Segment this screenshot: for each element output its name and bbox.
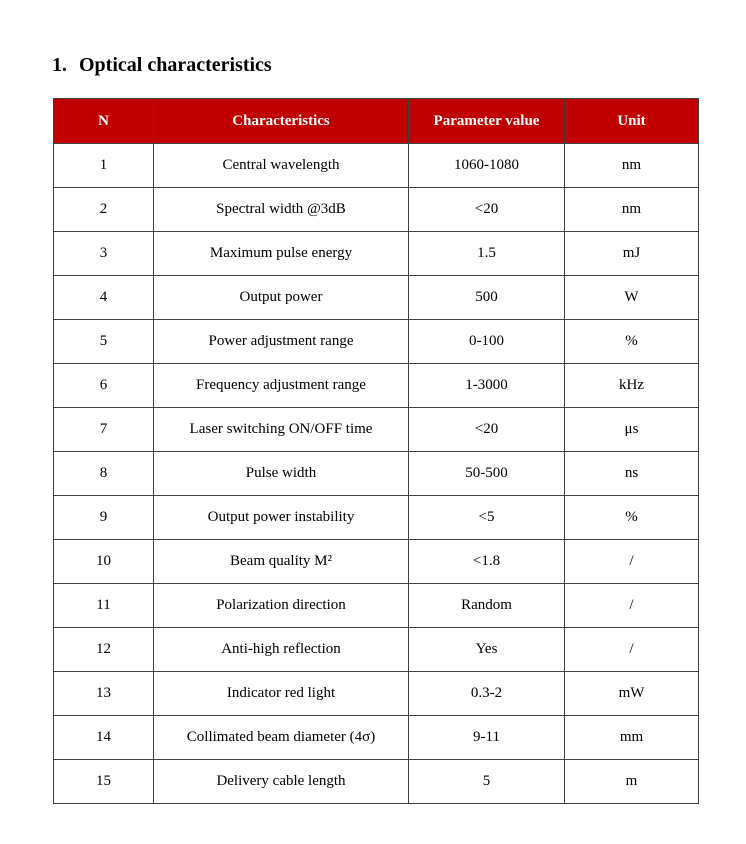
cell-characteristic: Delivery cable length [154,760,409,804]
cell-parameter-value: <1.8 [409,540,565,584]
cell-parameter-value: 0.3-2 [409,672,565,716]
cell-unit: % [565,496,699,540]
cell-unit: / [565,628,699,672]
table-row [54,584,699,628]
table-row [54,540,699,584]
section-title: Optical characteristics [79,54,272,76]
cell-n: 3 [54,232,154,276]
cell-unit: nm [565,188,699,232]
cell-n: 4 [54,276,154,320]
cell-parameter-value: 1.5 [409,232,565,276]
cell-n: 14 [54,716,154,760]
cell-characteristic: Pulse width [154,452,409,496]
cell-n: 7 [54,408,154,452]
cell-n: 2 [54,188,154,232]
table-row [54,628,699,672]
cell-parameter-value: 1060-1080 [409,144,565,188]
cell-unit: kHz [565,364,699,408]
cell-unit: ns [565,452,699,496]
cell-n: 10 [54,540,154,584]
cell-parameter-value: 50-500 [409,452,565,496]
cell-parameter-value: 9-11 [409,716,565,760]
cell-unit: / [565,584,699,628]
cell-parameter-value: Yes [409,628,565,672]
cell-characteristic: Anti-high reflection [154,628,409,672]
cell-n: 9 [54,496,154,540]
cell-unit: mJ [565,232,699,276]
cell-unit: W [565,276,699,320]
cell-parameter-value: 500 [409,276,565,320]
cell-unit: % [565,320,699,364]
header-parameter-value: Parameter value [409,99,565,144]
cell-characteristic: Spectral width @3dB [154,188,409,232]
table-row [54,144,699,188]
cell-n: 5 [54,320,154,364]
cell-characteristic: Collimated beam diameter (4σ) [154,716,409,760]
cell-characteristic: Indicator red light [154,672,409,716]
cell-unit: μs [565,408,699,452]
cell-n: 1 [54,144,154,188]
cell-parameter-value: 5 [409,760,565,804]
table-header-row [54,99,699,144]
cell-parameter-value: <20 [409,188,565,232]
table-row [54,232,699,276]
section-number: 1. [52,54,67,76]
table-row [54,320,699,364]
cell-n: 11 [54,584,154,628]
section-heading [52,52,272,78]
header-unit: Unit [565,99,699,144]
table-row [54,276,699,320]
table-row [54,672,699,716]
cell-parameter-value: 1-3000 [409,364,565,408]
cell-characteristic: Power adjustment range [154,320,409,364]
cell-n: 6 [54,364,154,408]
cell-parameter-value: <5 [409,496,565,540]
cell-characteristic: Beam quality M² [154,540,409,584]
table-row [54,364,699,408]
table-body [54,144,699,804]
cell-unit: mm [565,716,699,760]
table-row [54,452,699,496]
optical-characteristics-table [53,98,699,804]
cell-characteristic: Output power instability [154,496,409,540]
table-row [54,408,699,452]
cell-characteristic: Output power [154,276,409,320]
cell-unit: m [565,760,699,804]
cell-characteristic: Polarization direction [154,584,409,628]
cell-n: 13 [54,672,154,716]
cell-parameter-value: Random [409,584,565,628]
header-n: N [54,99,154,144]
cell-n: 12 [54,628,154,672]
cell-unit: / [565,540,699,584]
cell-unit: nm [565,144,699,188]
table-row [54,716,699,760]
cell-n: 8 [54,452,154,496]
cell-characteristic: Frequency adjustment range [154,364,409,408]
header-characteristics: Characteristics [154,99,409,144]
cell-characteristic: Laser switching ON/OFF time [154,408,409,452]
cell-parameter-value: <20 [409,408,565,452]
cell-characteristic: Central wavelength [154,144,409,188]
cell-unit: mW [565,672,699,716]
cell-n: 15 [54,760,154,804]
table-row [54,188,699,232]
cell-parameter-value: 0-100 [409,320,565,364]
cell-characteristic: Maximum pulse energy [154,232,409,276]
table-row [54,760,699,804]
table-row [54,496,699,540]
